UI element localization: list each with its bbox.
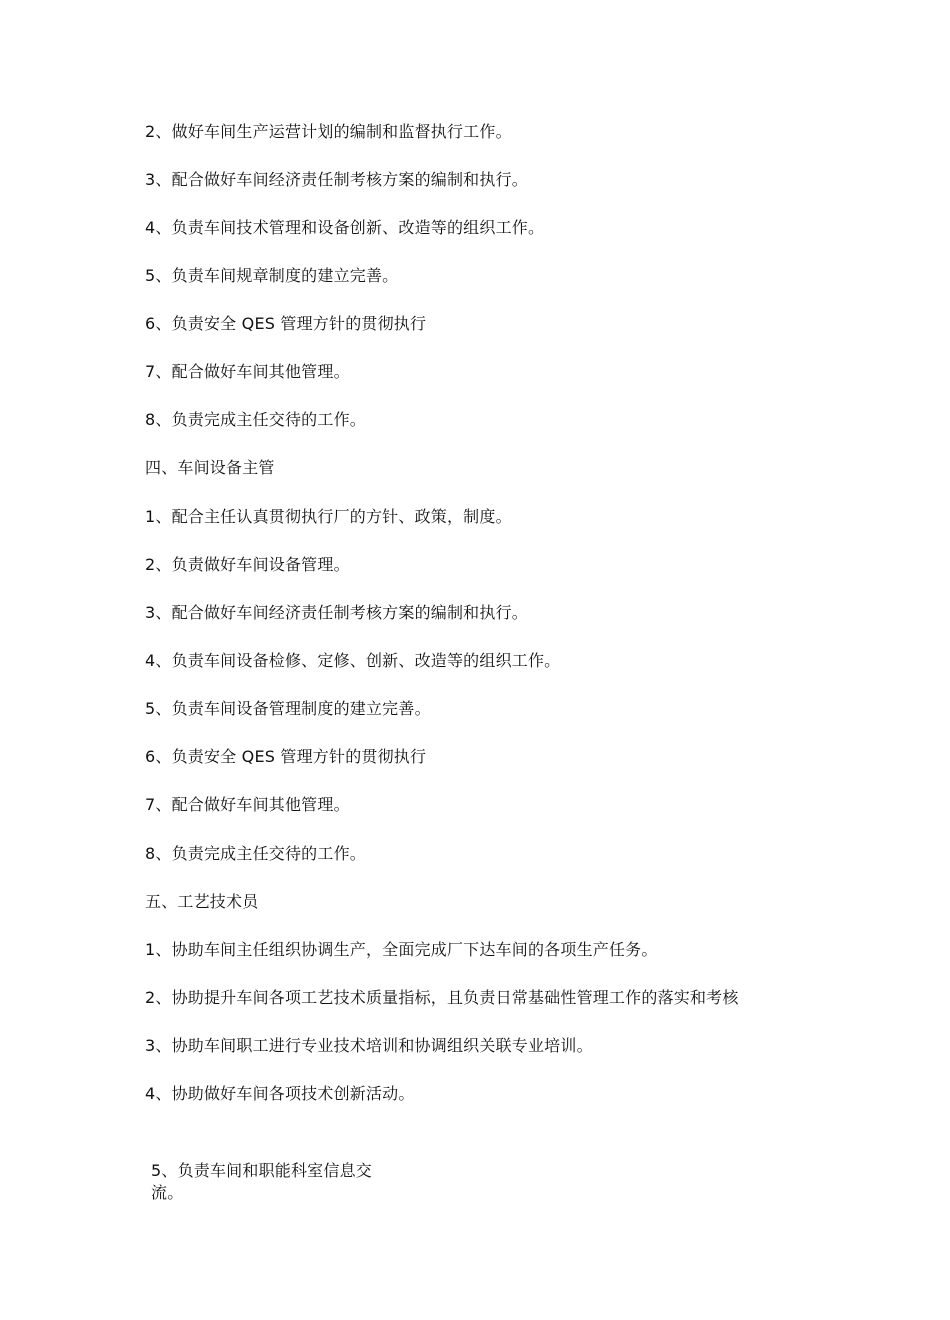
text-line: 4、协助做好车间各项技术创新活动。 — [145, 1084, 415, 1103]
text-line: 4、负责车间设备检修、定修、创新、改造等的组织工作。 — [145, 651, 561, 670]
text-line: 8、负责完成主任交待的工作。 — [145, 410, 366, 429]
text-line: 3、配合做好车间经济责任制考核方案的编制和执行。 — [145, 170, 528, 189]
text-line: 6、负责安全 QES 管理方针的贯彻执行 — [145, 747, 427, 766]
section-heading: 五、工艺技术员 — [145, 892, 259, 911]
text-line: 3、配合做好车间经济责任制考核方案的编制和执行。 — [145, 603, 528, 622]
text-line: 2、协助提升车间各项工艺技术质量指标，且负责日常基础性管理工作的落实和考核 — [145, 988, 739, 1007]
text-line: 2、做好车间生产运营计划的编制和监督执行工作。 — [145, 122, 512, 141]
text-line: 8、负责完成主任交待的工作。 — [145, 844, 366, 863]
text-line: 流。 — [151, 1183, 184, 1202]
text-line: 7、配合做好车间其他管理。 — [145, 795, 350, 814]
text-line: 1、配合主任认真贯彻执行厂的方针、政策，制度。 — [145, 507, 512, 526]
section-heading: 四、车间设备主管 — [145, 458, 275, 477]
text-line: 2、负责做好车间设备管理。 — [145, 555, 350, 574]
text-line: 5、负责车间规章制度的建立完善。 — [145, 266, 399, 285]
text-line: 5、负责车间设备管理制度的建立完善。 — [145, 699, 431, 718]
text-line: 3、协助车间职工进行专业技术培训和协调组织关联专业培训。 — [145, 1036, 593, 1055]
text-line: 5、负责车间和职能科室信息交 — [151, 1161, 372, 1180]
text-line: 1、协助车间主任组织协调生产，全面完成厂下达车间的各项生产任务。 — [145, 940, 658, 959]
text-line: 4、负责车间技术管理和设备创新、改造等的组织工作。 — [145, 218, 545, 237]
text-line: 6、负责安全 QES 管理方针的贯彻执行 — [145, 314, 427, 333]
wrapped-text-block — [151, 1160, 401, 1204]
text-line: 7、配合做好车间其他管理。 — [145, 362, 350, 381]
